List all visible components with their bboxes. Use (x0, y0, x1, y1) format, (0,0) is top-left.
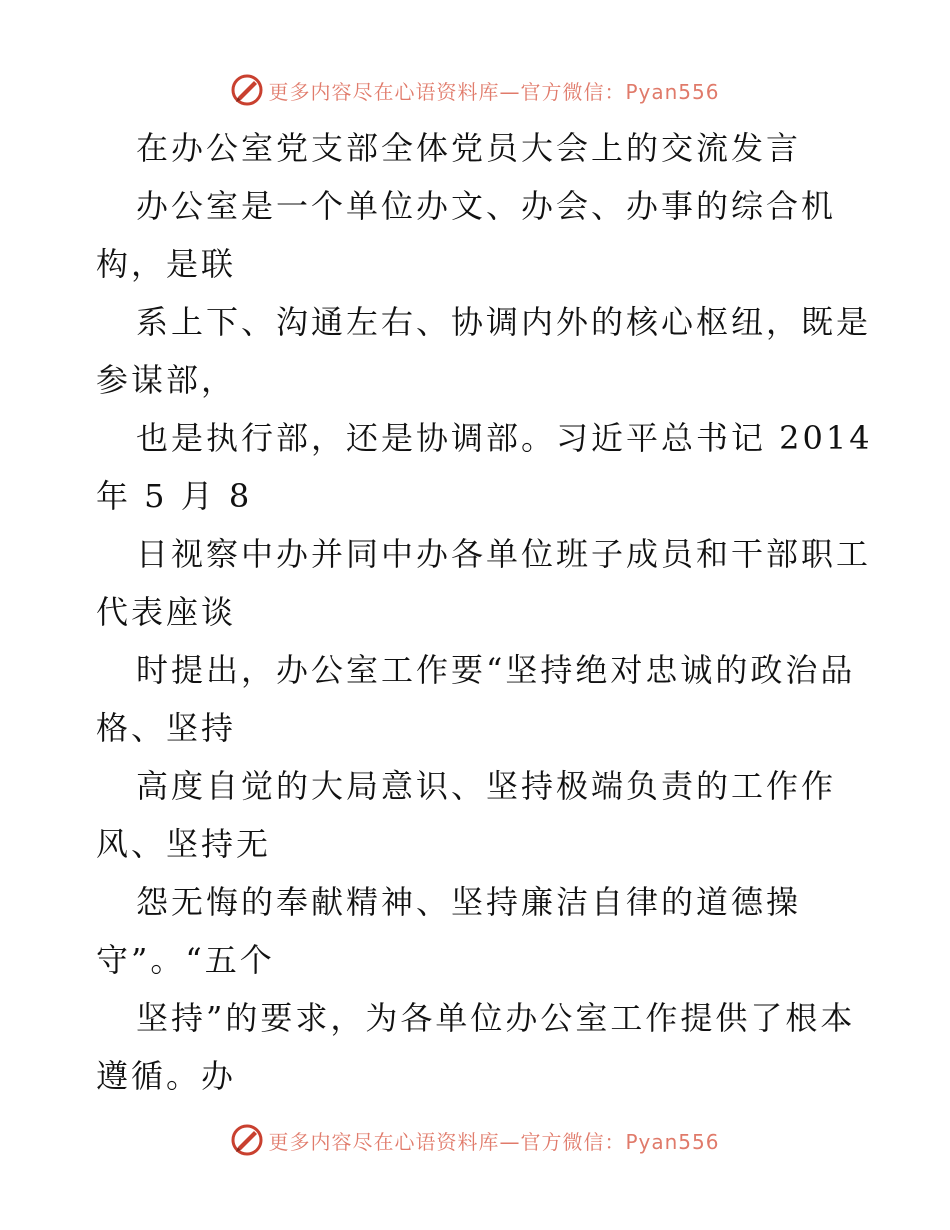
footer-watermark (0, 1120, 950, 1160)
text-line: 格、坚持 (96, 709, 237, 747)
text-line: 守”。“五个 (96, 941, 275, 979)
text-line: 怨无悔的奉献精神、坚持廉洁自律的道德操 (136, 883, 802, 921)
document-title: 在办公室党支部全体党员大会上的交流发言 (136, 129, 802, 167)
text-line: 高度自觉的大局意识、坚持极端负责的工作作 (136, 767, 837, 805)
text-line: 风、坚持无 (96, 825, 272, 863)
text-line: 构，是联 (96, 245, 237, 283)
text-line: 也是执行部，还是协调部。习近平总书记 2014 (136, 419, 873, 457)
text-line: 系上下、沟通左右、协调内外的核心枢纽，既是 (136, 303, 872, 341)
text-line: 日视察中办并同中办各单位班子成员和干部职工 (136, 535, 872, 573)
pen-logo-icon (230, 1123, 264, 1157)
text-line: 参谋部， (96, 361, 237, 399)
text-line: 年 5 月 8 (96, 477, 253, 515)
pen-logo-icon (230, 73, 264, 107)
watermark-text: 更多内容尽在心语资料库—官方微信：Pyan556 (268, 79, 720, 104)
text-line: 时提出，办公室工作要“坚持绝对忠诚的政治品 (136, 651, 856, 689)
text-line: 坚持”的要求，为各单位办公室工作提供了根本 (136, 999, 856, 1037)
text-line: 代表座谈 (96, 593, 237, 631)
header-watermark (0, 70, 950, 110)
watermark-text: 更多内容尽在心语资料库—官方微信：Pyan556 (268, 1129, 720, 1154)
text-line: 办公室是一个单位办文、办会、办事的综合机 (136, 187, 837, 225)
text-line: 遵循。办 (96, 1057, 237, 1095)
